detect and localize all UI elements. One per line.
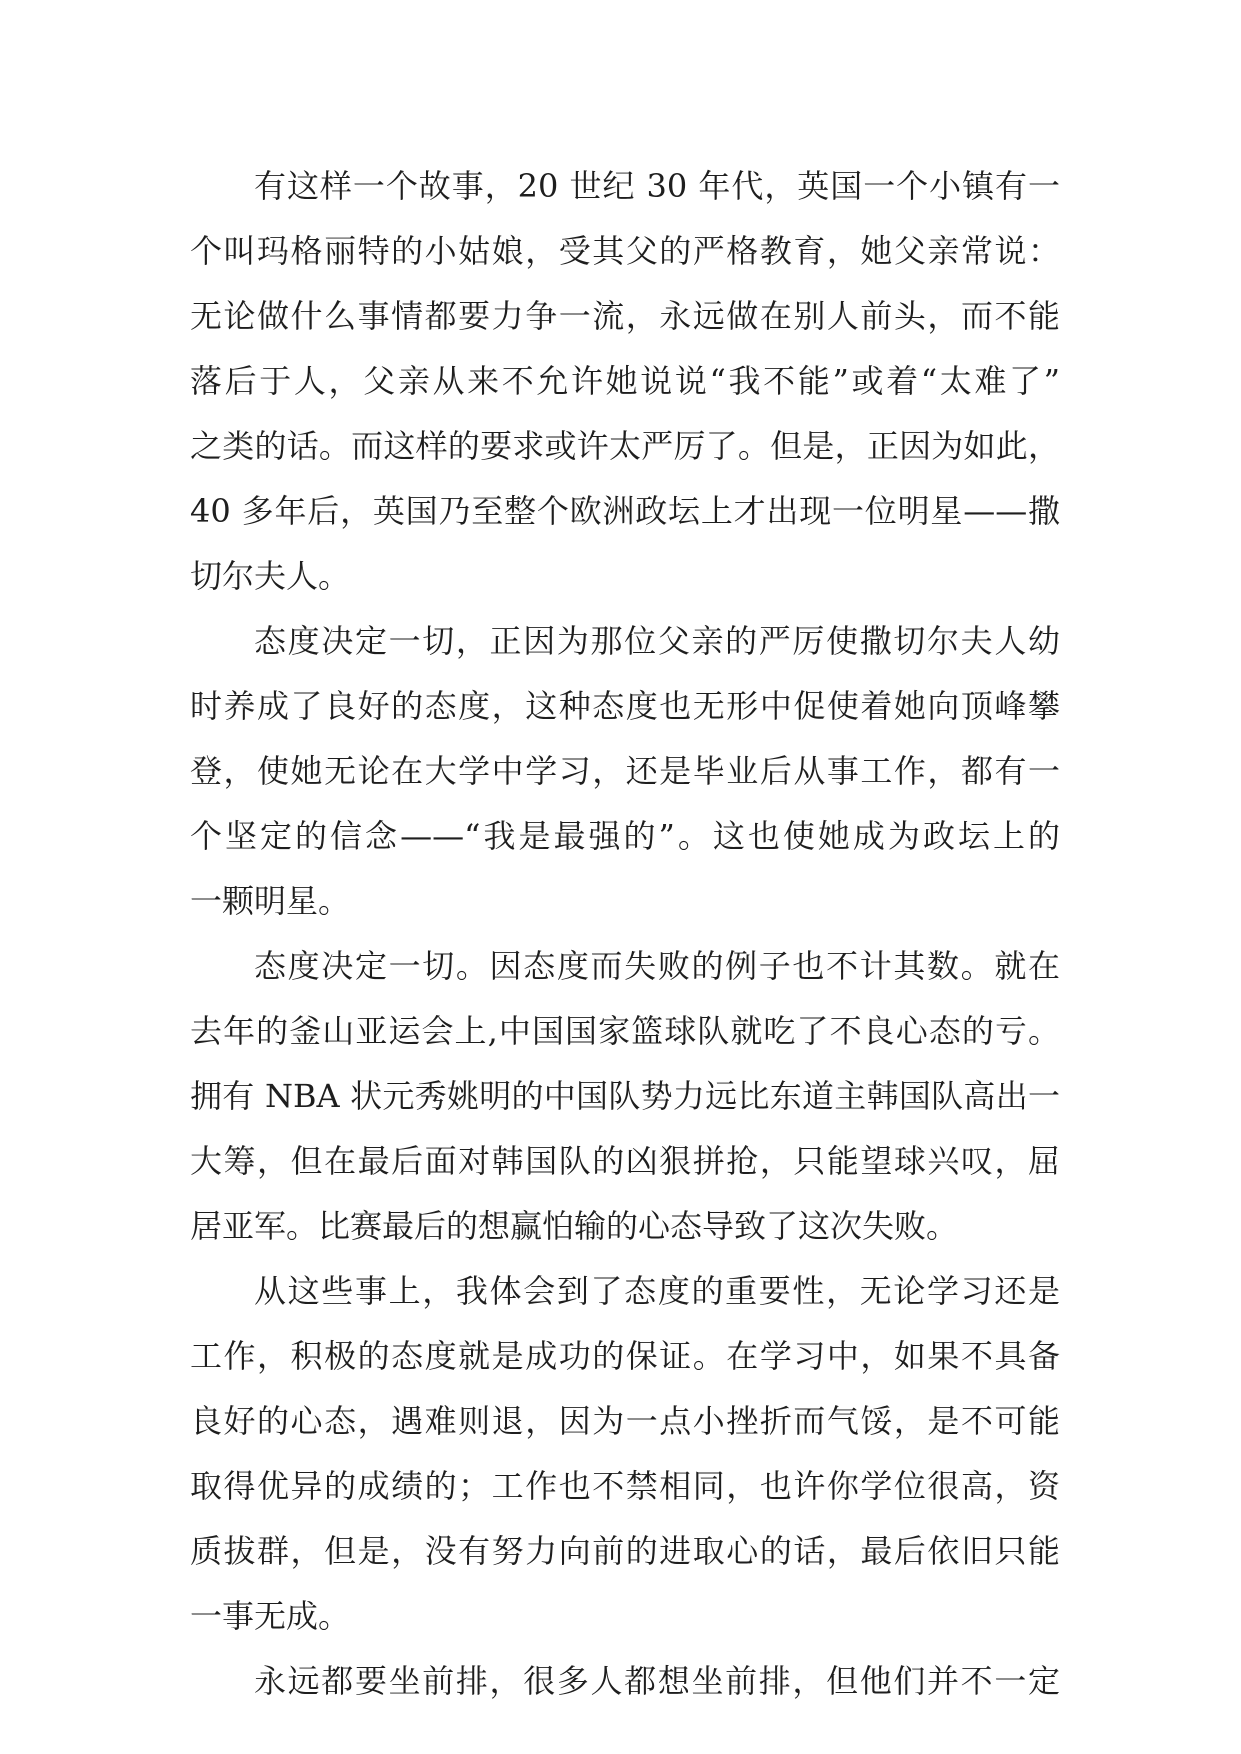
text-line: 登，使她无论在大学中学习，还是毕业后从事工作，都有一 (190, 752, 1060, 790)
text-line: 个坚定的信念——“我是最强的”。这也使她成为政坛上的 (190, 817, 1060, 855)
paragraph-5 (190, 1649, 1060, 1714)
text-line: 工作，积极的态度就是成功的保证。在学习中，如果不具备 (190, 1337, 1060, 1375)
text-line: 永远都要坐前排，很多人都想坐前排，但他们并不一定 (254, 1662, 1060, 1700)
text-line: 拥有 NBA 状元秀姚明的中国队势力远比东道主韩国队高出一 (190, 1077, 1060, 1115)
text-line: 质拔群，但是，没有努力向前的进取心的话，最后依旧只能 (190, 1532, 1060, 1570)
text-line: 去年的釜山亚运会上,中国国家篮球队就吃了不良心态的亏。 (190, 1012, 1060, 1050)
text-line: 40 多年后，英国乃至整个欧洲政坛上才出现一位明星——撒 (190, 492, 1060, 530)
text-line: 时养成了良好的态度，这种态度也无形中促使着她向顶峰攀 (190, 687, 1060, 725)
text-line: 居亚军。比赛最后的想赢怕输的心态导致了这次失败。 (190, 1207, 959, 1245)
document-body (190, 154, 1060, 1714)
text-line: 大筹，但在最后面对韩国队的凶狠拼抢，只能望球兴叹，屈 (190, 1142, 1060, 1180)
paragraph-3 (190, 934, 1060, 1259)
paragraph-4 (190, 1259, 1060, 1649)
paragraph-2 (190, 609, 1060, 934)
text-line: 良好的心态，遇难则退，因为一点小挫折而气馁，是不可能 (190, 1402, 1060, 1440)
text-line: 个叫玛格丽特的小姑娘，受其父的严格教育，她父亲常说： (190, 232, 1060, 270)
text-line: 之类的话。而这样的要求或许太严厉了。但是，正因为如此， (190, 427, 1060, 465)
text-line: 取得优异的成绩的；工作也不禁相同，也许你学位很高，资 (190, 1467, 1060, 1505)
text-line: 一颗明星。 (190, 882, 351, 920)
text-line: 一事无成。 (190, 1597, 351, 1635)
text-line: 切尔夫人。 (190, 557, 351, 595)
text-line: 落后于人，父亲从来不允许她说说“我不能”或着“太难了” (190, 362, 1060, 400)
text-line: 从这些事上，我体会到了态度的重要性，无论学习还是 (254, 1272, 1060, 1310)
text-line: 态度决定一切，正因为那位父亲的严厉使撒切尔夫人幼 (254, 622, 1060, 660)
text-line: 有这样一个故事，20 世纪 30 年代，英国一个小镇有一 (254, 167, 1060, 205)
text-line: 无论做什么事情都要力争一流，永远做在别人前头，而不能 (190, 297, 1060, 335)
text-line: 态度决定一切。因态度而失败的例子也不计其数。就在 (254, 947, 1060, 985)
paragraph-1 (190, 154, 1060, 609)
